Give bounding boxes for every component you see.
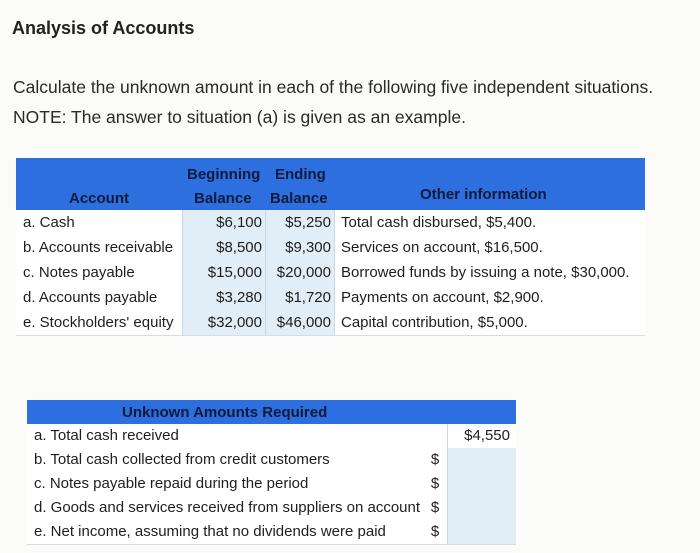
header-ending-2: Balance	[270, 190, 328, 207]
dollar-sign: $	[423, 496, 447, 520]
beginning-balance-cell: $32,000	[182, 310, 265, 335]
header-beginning-2: Balance	[194, 190, 252, 207]
unknown-amounts-table	[27, 400, 516, 548]
accounts-table	[16, 158, 645, 336]
header-account: Account	[69, 190, 129, 207]
ending-balance-cell: $9,300	[265, 235, 334, 260]
unknown-label: c. Notes payable repaid during the period	[27, 472, 423, 496]
dollar-sign: $	[423, 472, 447, 496]
unknown-label: b. Total cash collected from credit customers	[27, 448, 423, 472]
ending-balance-cell: $1,720	[265, 285, 334, 310]
unknown-amounts-header	[27, 400, 516, 424]
table-row	[27, 496, 516, 521]
beginning-balance-cell: $15,000	[182, 260, 265, 285]
unknown-label: d. Goods and services received from suppliers on account	[27, 496, 423, 520]
dollar-sign: $	[423, 520, 447, 544]
account-cell: b. Accounts receivable	[16, 235, 182, 260]
ending-balance-cell: $5,250	[265, 210, 334, 235]
page-title: Analysis of Accounts	[12, 18, 195, 38]
other-information-cell: Total cash disbursed, $5,400.	[334, 210, 645, 235]
unknown-label: a. Total cash received	[27, 424, 423, 448]
answer-input-e[interactable]	[447, 520, 516, 544]
account-cell: e. Stockholders' equity	[16, 310, 182, 335]
other-information-cell: Services on account, $16,500.	[334, 235, 645, 260]
header-beginning-1: Beginning	[187, 166, 261, 183]
table-row	[16, 235, 645, 261]
ending-balance-cell: $46,000	[265, 310, 334, 335]
other-information-cell: Capital contribution, $5,000.	[334, 310, 645, 335]
header-ending-1: Ending	[275, 166, 326, 183]
table-row	[16, 210, 645, 236]
answer-given: $4,550	[447, 424, 516, 448]
instruction-line-1: Calculate the unknown amount in each of the following five independent situations.	[13, 77, 654, 97]
account-cell: d. Accounts payable	[16, 285, 182, 310]
unknown-label: e. Net income, assuming that no dividends were paid	[27, 520, 423, 544]
header-other-information: Other information	[420, 186, 547, 203]
accounts-table-header	[16, 158, 645, 210]
dollar-sign: $	[423, 448, 447, 472]
instructions	[13, 72, 693, 132]
other-information-cell: Payments on account, $2,900.	[334, 285, 645, 310]
table-row	[27, 448, 516, 473]
table-row	[27, 424, 516, 449]
beginning-balance-cell: $3,280	[182, 285, 265, 310]
beginning-balance-cell: $6,100	[182, 210, 265, 235]
answer-input-d[interactable]	[447, 496, 516, 520]
ending-balance-cell: $20,000	[265, 260, 334, 285]
answer-input-b[interactable]	[447, 448, 516, 472]
unknown-amounts-title: Unknown Amounts Required	[122, 404, 328, 421]
dollar-sign	[423, 424, 447, 448]
beginning-balance-cell: $8,500	[182, 235, 265, 260]
account-cell: a. Cash	[16, 210, 182, 235]
account-cell: c. Notes payable	[16, 260, 182, 285]
instruction-line-2: NOTE: The answer to situation (a) is given as an example.	[13, 107, 466, 127]
table-row	[27, 472, 516, 497]
table-row	[16, 285, 645, 311]
answer-input-c[interactable]	[447, 472, 516, 496]
table-row	[16, 260, 645, 286]
table-row	[16, 310, 645, 336]
table-row	[27, 520, 516, 545]
other-information-cell: Borrowed funds by issuing a note, $30,000.	[334, 260, 645, 285]
